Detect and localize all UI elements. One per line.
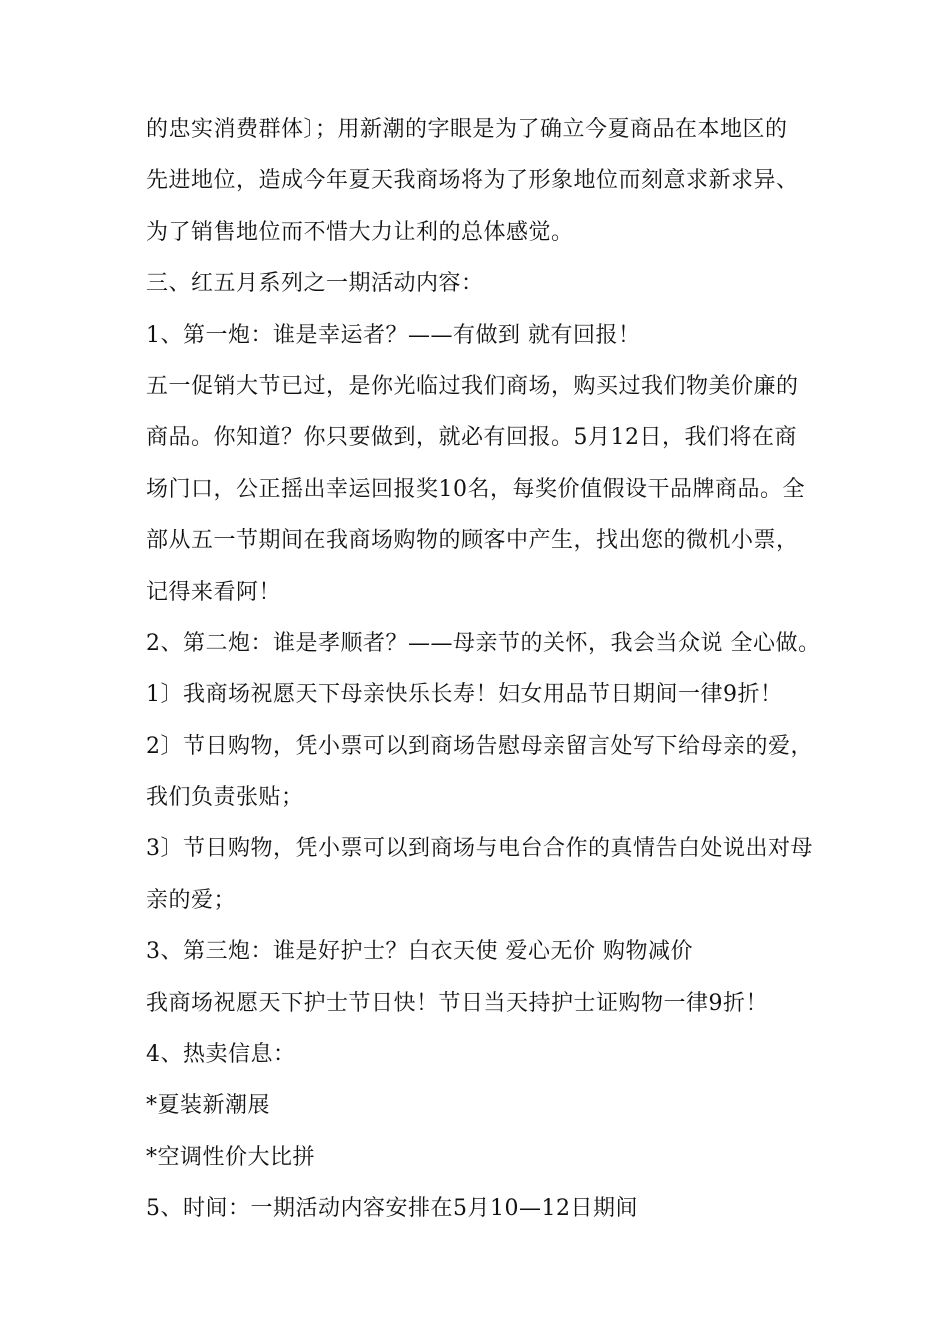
sub-item-3-cont: 亲的爱； xyxy=(146,887,237,913)
document-body xyxy=(146,104,821,1235)
body-line-9: 部从五一节期间在我商场购物的顾客中产生，找出您的微机小票， xyxy=(146,528,799,554)
item-heading-1: 1、第一炮：谁是幸运者？——有做到 就有回报！ xyxy=(146,322,641,348)
body-line-10: 记得来看阿！ xyxy=(146,579,282,605)
body-line-7: 商品。你知道？你只要做到，就必有回报。5月12日，我们将在商 xyxy=(146,425,797,451)
body-line-1: 的忠实消费群体〕；用新潮的字眼是为了确立今夏商品在本地区的 xyxy=(146,117,788,142)
body-line-6: 五一促销大节已过，是你光临过我们商场，购买过我们物美价廉的 xyxy=(146,373,799,399)
sub-item-2-cont: 我们负责张贴； xyxy=(146,785,304,811)
item-heading-4: 4、热卖信息： xyxy=(146,1042,296,1068)
section-heading-3: 三、红五月系列之一期活动内容： xyxy=(146,271,484,297)
bullet-item-1: *夏装新潮展 xyxy=(146,1093,271,1119)
item-heading-5: 5、时间：一期活动内容安排在5月10—12日期间 xyxy=(146,1196,638,1222)
body-line-2: 先进地位，造成今年夏天我商场将为了形象地位而刻意求新求异、 xyxy=(146,168,799,194)
sub-item-1: 1〕我商场祝愿天下母亲快乐长寿！妇女用品节日期间一律9折！ xyxy=(146,682,783,708)
item-heading-3: 3、第三炮：谁是好护士？白衣天使 爱心无价 购物减价 xyxy=(146,939,693,965)
body-line-8: 场门口，公正摇出幸运回报奖10名，每奖价值假设干品牌商品。全 xyxy=(146,476,805,502)
sub-item-3: 3〕节日购物，凭小票可以到商场与电台合作的真情告白处说出对母 xyxy=(146,836,813,862)
body-line-3: 为了销售地位而不惜大力让利的总体感觉。 xyxy=(146,219,574,245)
sub-item-2: 2〕节日购物，凭小票可以到商场告慰母亲留言处写下给母亲的爱， xyxy=(146,733,813,759)
item-heading-2: 2、第二炮：谁是孝顺者？——母亲节的关怀，我会当众说 全心做。 xyxy=(146,630,821,656)
bullet-item-2: *空调性价大比拼 xyxy=(146,1144,316,1170)
body-line-18: 我商场祝愿天下护士节日快！节日当天持护士证购物一律9折！ xyxy=(146,990,768,1016)
